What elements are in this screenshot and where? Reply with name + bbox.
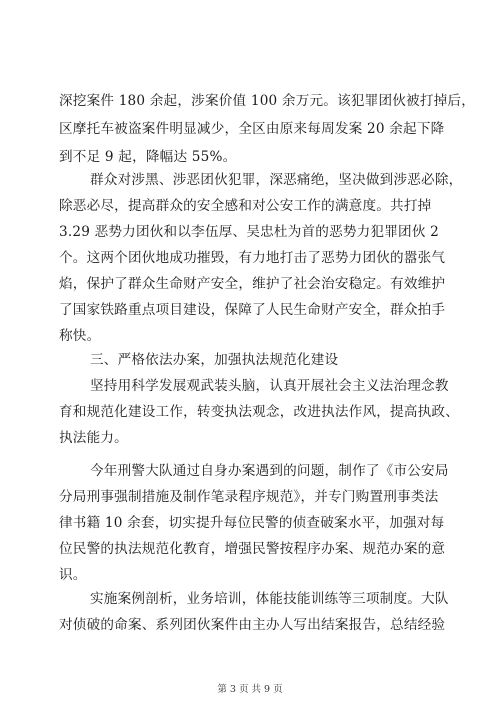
text-line: 3.29 恶势力团伙和以李伍厚、吴忠杜为首的恶势力犯罪团伙 2 (59, 224, 440, 240)
section-heading: 三、严格依法办案，加强执法规范化建设 (90, 352, 339, 368)
text-line: 识。 (59, 567, 87, 583)
text-line: 执法能力。 (59, 430, 128, 446)
text-line: 个。这两个团伙地成功摧毁，有力地打击了恶势力团伙的嚣张气 (59, 250, 446, 266)
text-line: 位民警的执法规范化教育，增强民警按程序办案、规范办案的意 (59, 541, 446, 557)
text-line: 律书籍 10 余套，切实提升每位民警的侦查破案水平，加强对每 (59, 515, 445, 531)
text-line: 除恶必尽，提高群众的安全感和对公安工作的满意度。共打掉 (59, 198, 432, 214)
text-line: 称快。 (59, 328, 101, 344)
text-line: 区摩托车被盗案件明显减少，全区由原来每周发案 20 余起下降 (59, 121, 445, 137)
text-line: 了国家铁路重点项目建设，保障了人民生命财产安全，群众拍手 (59, 302, 446, 318)
text-line: 分局刑事强制措施及制作笔录程序规范》，并专门购置刑事类法 (59, 489, 439, 505)
text-line: 育和规范化建设工作，转变执法观念，改进执法作风，提高执政、 (59, 404, 460, 420)
text-line: 深挖案件 180 余起，涉案价值 100 余万元。该犯罪团伙被打掉后， (59, 93, 476, 109)
paragraph-first-line: 今年刑警大队通过自身办案遇到的问题，制作了《市公安局 (90, 463, 449, 479)
text-line: 焰，保护了群众生命财产安全，维护了社会治安稳定。有效维护 (59, 276, 446, 292)
paragraph-first-line: 群众对涉黑、涉恶团伙犯罪，深恶痛绝，坚决做到涉恶必除， (90, 172, 463, 188)
text-line: 到不足 9 起，降幅达 55%。 (59, 149, 237, 165)
paragraph-first-line: 实施案例剖析，业务培训，体能技能训练等三项制度。大队 (90, 591, 449, 607)
text-line: 对侦破的命案、系列团伙案件由主办人写出结案报告，总结经验 (59, 617, 446, 633)
paragraph-first-line: 坚持用科学发展观武装头脑，认真开展社会主义法治理念教 (90, 378, 449, 394)
page-number-footer: 第 3 页 共 9 页 (217, 684, 283, 695)
